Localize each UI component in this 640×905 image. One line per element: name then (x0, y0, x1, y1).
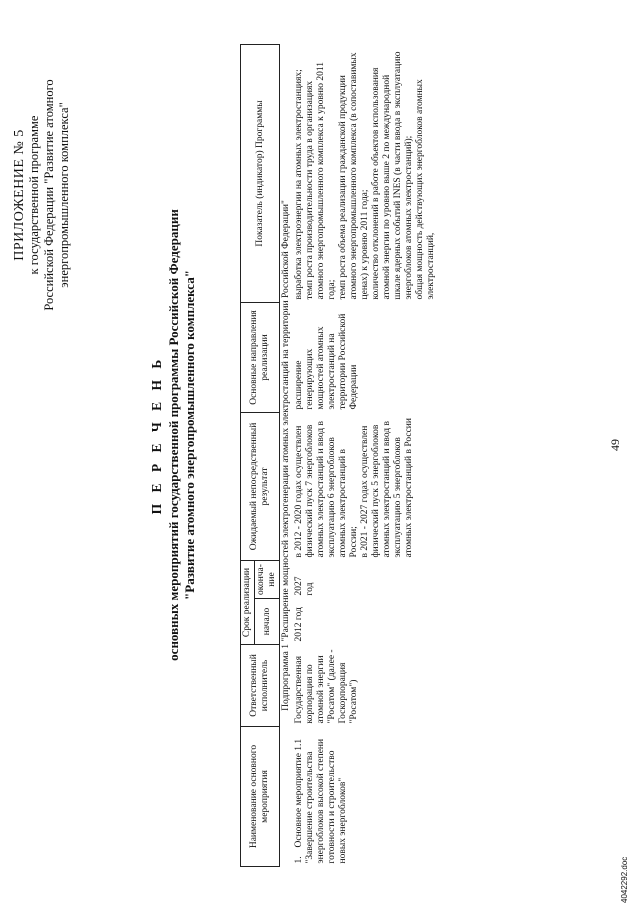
header-start: начало (255, 599, 280, 645)
header-name: Наименование основного мероприятия (241, 727, 280, 867)
header-result: Ожидаемый непосредственный результат (241, 412, 280, 560)
appendix-header (12, 45, 72, 345)
cell-result: в 2012 - 2020 годах осуществлен физический пуск 7 энергоблоков атомных электростанций и ввод в эксплуатацию 6 энергоблоков атомных электростанций в России; в 2021 - 2027 годах осуществлен физический пуск 5 энергоблоков атомных электростанций и ввод в эксплуатацию 5 энергоблоков атомных электростанций в России (294, 418, 414, 558)
footer-document-code: 4042292.doc (620, 856, 629, 903)
table-row (293, 44, 438, 866)
header-end: оконча-ние (255, 560, 280, 598)
row-number: 1. (294, 856, 304, 864)
appendix-line: энергопромышленного комплекса" (57, 102, 71, 288)
cell-executor: Государственная корпорация по атомной энергии "Росатом" (далее - Госкорпорация "Росатом") (294, 649, 359, 724)
cell-indicator: выработка электроэнергии на атомных электростанциях; темп роста производительности труда в организациях атомного энергопромышленного комплекса к уровню 2011 года; темп роста объема реализации гражданской продукции атомного энергопромышленного комплекса (в сопоставимых ценах) к уровню 2011 года; количество отклонений в работе объектов использования атомной энергии по уровню выше 2 по международной шкале ядерных событий INES (в части ввода в эксплуатацию энергоблоков атомных электростанций); общая мощность действующих энергоблоков атомных электростанций, (294, 51, 436, 300)
header-directions: Основные направления реализации (241, 302, 280, 412)
header-executor: Ответственный исполнитель (241, 645, 280, 727)
measures-table (240, 44, 438, 867)
cell-start: 2012 год (294, 607, 304, 642)
measure-name: Основное мероприятие 1.1 "Завершение строительства энергоблоков высокой степени готовности и строительство новых энергоблоков" (294, 738, 348, 864)
cell-name (293, 727, 438, 867)
document-subtitle-line1: основных мероприятий государственной программы Российской Федерации (166, 209, 181, 661)
cell-end: 2027 год (294, 576, 315, 596)
cell-directions: расширение генерирующих мощностей атомных электростанций на территории Российской Федерации (294, 313, 359, 410)
document-subtitle-line2: "Развитие атомного энергопромышленного комплекса" (182, 270, 197, 600)
subprogram-title: Подпрограмма 1 "Расширение мощностей электрогенерации атомных электростанций на территории Российской Федерации" (281, 200, 291, 711)
document-title: П Е Р Е Ч Е Н Ь (149, 355, 164, 515)
page-number: 49 (608, 439, 622, 451)
table-header-row (241, 44, 255, 866)
header-term: Срок реализации (241, 560, 255, 644)
document-title-block (148, 75, 198, 795)
appendix-line: к государственной программе (27, 115, 41, 275)
header-indicator: Показатель (индикатор) Программы (241, 44, 280, 302)
appendix-title: ПРИЛОЖЕНИЕ № 5 (12, 129, 27, 261)
subprogram-row (280, 44, 294, 866)
appendix-line: Российской Федерации "Развитие атомного (42, 79, 56, 311)
